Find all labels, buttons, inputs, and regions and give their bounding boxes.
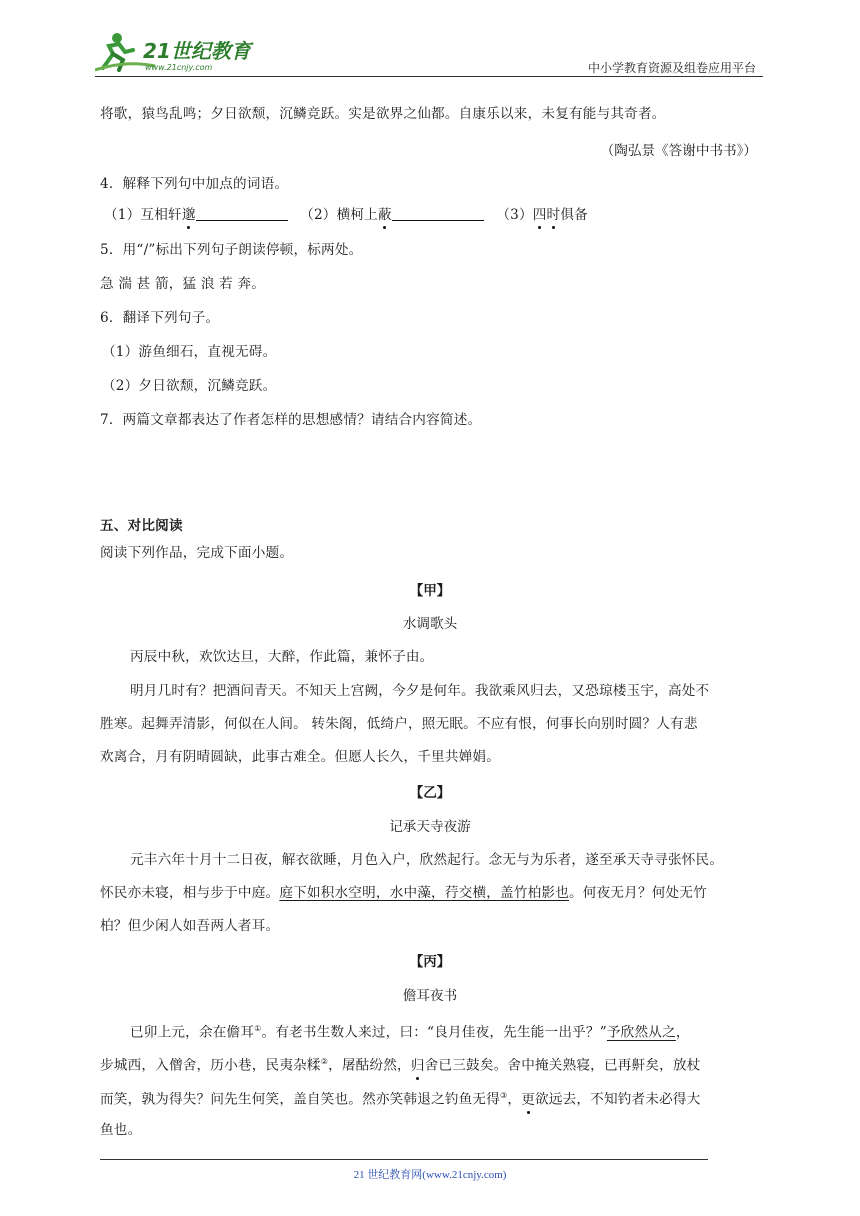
- passage-label-yi: 【乙】: [409, 785, 451, 801]
- jia-line: 欢离合，月有阴晴圆缺，此事古难全。但愿人长久，千里共婵娟。: [100, 749, 501, 765]
- bing-line: 鱼也。: [100, 1122, 142, 1138]
- footnote-marker: ①: [254, 1024, 262, 1033]
- logo-text: 21世纪教育: [143, 39, 251, 63]
- dotted-char: 四: [532, 207, 547, 223]
- footnote-marker: ③: [500, 1091, 508, 1100]
- question-6-1: （1）游鱼细石，直视无碍。: [102, 344, 277, 360]
- passage-line: 将歌，猿鸟乱鸣；夕日欲颓，沉鳞竞跃。实是欲界之仙都。自康乐以来，未复有能与其奇者。: [100, 106, 666, 122]
- underlined-sentence: 庭下如积水空明，水中藻，荇交横，盖竹柏影也: [279, 885, 569, 901]
- jia-line: 胜寒。起舞弄清影，何似在人间。 转朱阁，低绮户，照无眠。不应有恨，何事长向别时圆？人有悲: [100, 716, 698, 732]
- passage-title-jia: 水调歌头: [402, 616, 458, 632]
- site-tag: 中小学教育资源及组卷应用平台: [587, 61, 756, 75]
- header-divider: [95, 76, 763, 77]
- question-6: 6．翻译下列句子。: [100, 310, 220, 326]
- question-6-2: （2）夕日欲颓，沉鳞竞跃。: [102, 378, 277, 394]
- passage-label-jia: 【甲】: [409, 583, 451, 599]
- jia-preface: 丙辰中秋，欢饮达旦，大醉，作此篇，兼怀子由。: [130, 649, 434, 665]
- passage-title-yi: 记承天寺夜游: [389, 819, 471, 835]
- question-4: 4．解释下列句中加点的词语。: [100, 176, 289, 192]
- question-5: 5．用“/”标出下列句子朗读停顿，标两处。: [100, 242, 363, 258]
- footer-divider: [100, 1159, 708, 1160]
- bing-line: 步城西，入僧舍，历小巷，民夷杂糅②，屠酤纷然，归舍已三鼓矣。舍中掩关熟寝，已再鼾矣，放杖: [100, 1057, 701, 1074]
- footnote-marker: ②: [320, 1057, 329, 1066]
- dotted-char: 时: [546, 207, 561, 223]
- yi-line: 怀民亦未寝，相与步于中庭。庭下如积水空明，水中藻，荇交横，盖竹柏影也。何夜无月？何处无竹: [100, 885, 707, 901]
- question-7: 7．两篇文章都表达了作者怎样的思想感情？请结合内容简述。: [100, 412, 482, 428]
- yi-line: 柏？但少闲人如吾两人者耳。: [100, 918, 280, 934]
- section-heading: 五、对比阅读: [100, 518, 183, 534]
- underlined-sentence: 予欣然从之: [606, 1024, 676, 1041]
- passage-title-bing: 儋耳夜书: [402, 988, 458, 1004]
- answer-blank[interactable]: [196, 206, 288, 221]
- dotted-char: 邈: [181, 207, 196, 223]
- dotted-char: 蔽: [377, 207, 392, 223]
- question-5-text: 急 湍 甚 箭，猛 浪 若 奔。: [100, 276, 266, 292]
- logo-url: www.21cnjy.com: [145, 63, 213, 72]
- site-logo: [95, 30, 265, 74]
- question-4-items: （1）互相轩邈 （2）横柯上蔽 （3）四时俱备: [104, 207, 588, 223]
- yi-line: 元丰六年十月十二日夜，解衣欲睡，月色入户，欣然起行。念无与为乐者，遂至承天寺寻张怀民。: [130, 852, 724, 868]
- passage-label-bing: 【丙】: [409, 954, 451, 970]
- bing-line: 已卯上元，余在儋耳①。有老书生数人来过，曰：“良月佳夜，先生能一出乎？”予欣然从之，: [130, 1024, 690, 1041]
- answer-blank[interactable]: [392, 206, 484, 221]
- passage-source: （陶弘景《答谢中书书》）: [600, 143, 757, 159]
- bing-line: 而笑，孰为得失？问先生何笑，盖自笑也。然亦笑韩退之钓鱼无得③，更欲远去，不知钓者未必得大: [100, 1091, 701, 1108]
- jia-line: 明月几时有？把酒问青天。不知天上宫阙，今夕是何年。我欲乘风归去，又恐琼楼玉宇，高处不: [130, 683, 710, 699]
- footer-link[interactable]: 21 世纪教育网(www.21cnjy.com): [353, 1169, 507, 1181]
- dotted-char: 更: [521, 1091, 535, 1108]
- section-intro: 阅读下列作品，完成下面小题。: [100, 545, 294, 561]
- dotted-char: 归: [410, 1057, 425, 1074]
